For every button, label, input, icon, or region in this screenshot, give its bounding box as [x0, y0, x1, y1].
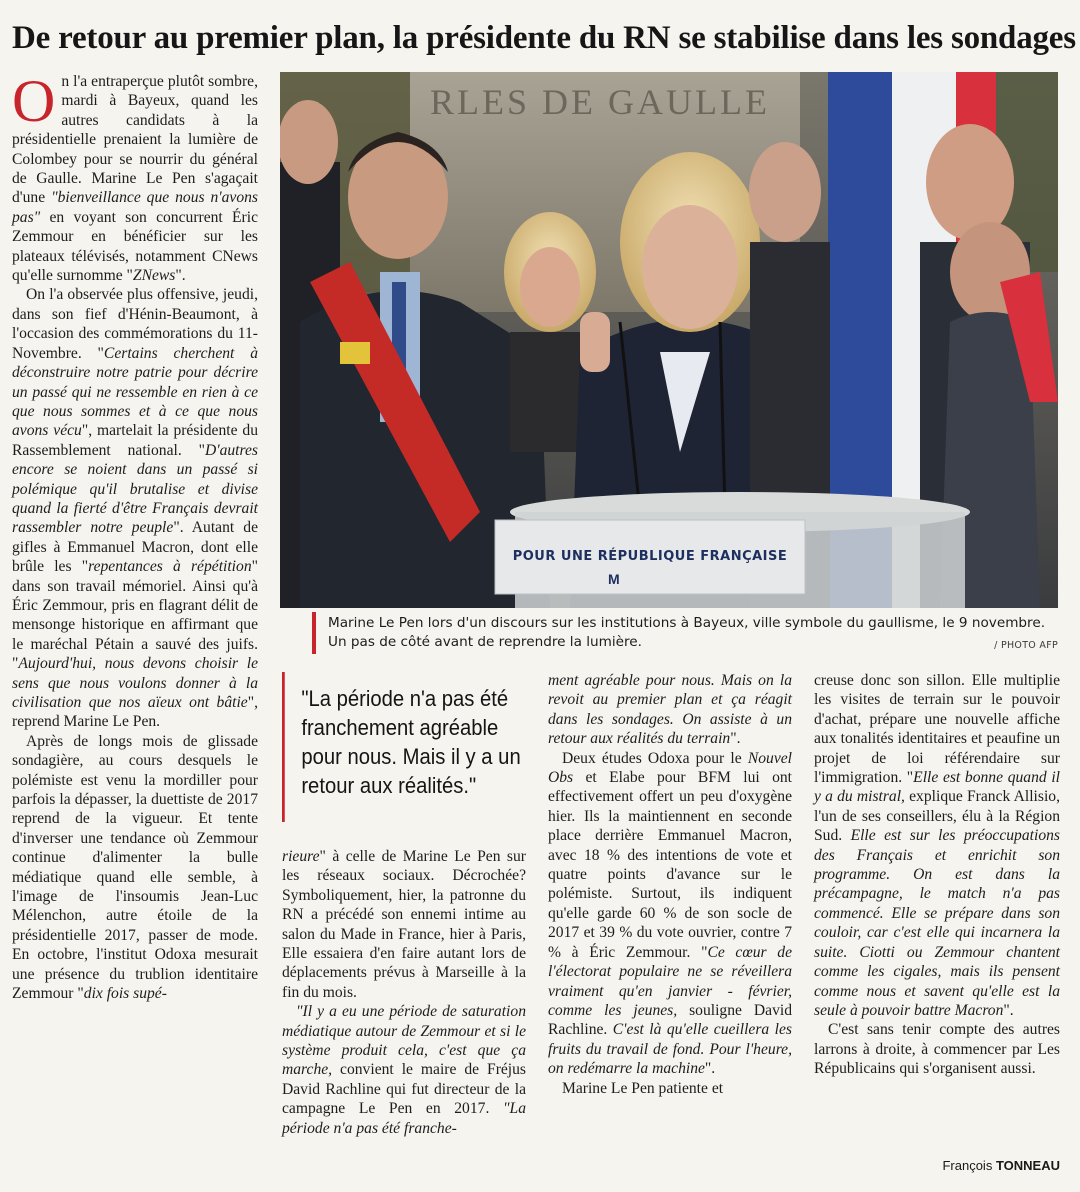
headline: De retour au premier plan, la présidente du RN se stabilise dans les sondages	[12, 20, 1076, 56]
byline: François TONNEAU	[942, 1158, 1060, 1173]
paragraph: Après de longs mois de glissade sondagière, au cours desquels le polémiste est venu la mordiller pour parfois la dépasser, la duettiste de 2017 reprend de la vigueur. Et tente d'inverser une tendance où Zemmour continue d'alimenter la bulle médiatique quand elle semble, à l'image de l'insoumis Jean-Luc Mélenchon, autre étoile de la présidentielle 2017, passer de mode. En octobre, l'institut Odoxa mesurait une présence du trublion identitaire Zemmour "dix fois supé-	[12, 732, 258, 1003]
paragraph: ment agréable pour nous. Mais on la revoit au premier plan et ça réagit dans les sondages. On assiste à un retour aux réalités du terrain".	[548, 672, 792, 748]
drop-cap: O	[12, 68, 56, 134]
monument-inscription: RLES DE GAULLE	[430, 82, 770, 122]
paragraph: On l'a entraperçue plutôt sombre, mardi à Bayeux, quand les autres candidats à la présidentielle prenaient la lumière de Colombey pour se nourrir du général de Gaulle. Marine Le Pen s'agaçait d'une "bienveillance que nous n'avons pas" en voyant son concurrent Éric Zemmour en bénéficier sur les plateaux télévisés, notamment CNews qu'elle surnomme "ZNews".	[12, 68, 258, 285]
article-photo	[280, 72, 1058, 608]
article-column-2	[282, 847, 526, 1138]
paragraph: "Il y a eu une période de saturation médiatique autour de Zemmour et si le système produit cela, c'est que ça marche, convient le maire de Fréjus David Rachline qui fut directeur de la campagne Le Pen en 2017. "La période n'a pas été franche-	[282, 1003, 526, 1137]
article-column-3	[548, 671, 792, 1098]
photo-credit: / PHOTO AFP	[994, 640, 1058, 651]
pull-quote: "La période n'a pas été franchement agréable pour nous. Mais il y a un retour aux réalités."	[282, 672, 536, 822]
paragraph: Deux études Odoxa pour le Nouvel Obs et Elabe pour BFM lui ont effectivement offert un peu d'oxygène hier. Ils la maintiennent en seconde place derrière Emmanuel Macron, avec 18 % des intentions de vote et quatre points d'avance sur le polémiste. Surtout, ils indiquent qu'elle garde 60 % de son socle de 2017 et 39 % du vote ouvrier, contre 7 % à Éric Zemmour. "Ce cœur de l'électorat populaire ne se réveillera vraiment qu'en janvier - février, comme les jeunes, souligne David Rachline. C'est là qu'elle cueillera les fruits du travail de fond. Pour l'heure, on redémarre la machine".	[548, 749, 792, 1078]
svg-text:M: M	[608, 571, 620, 587]
article-column-1	[12, 68, 259, 1004]
paragraph: Marine Le Pen patiente et	[562, 1079, 724, 1097]
podium-sign-text: POUR UNE RÉPUBLIQUE FRANÇAISE	[512, 549, 788, 564]
article-column-4	[814, 671, 1060, 1079]
paragraph: C'est sans tenir compte des autres larrons à droite, à commencer par Les Républicains qui s'organisent aussi.	[814, 1021, 1060, 1078]
photo-caption: Marine Le Pen lors d'un discours sur les institutions à Bayeux, ville symbole du gaullisme, le 9 novembre. Un pas de côté avant de reprendre la lumière.	[328, 615, 1046, 650]
paragraph: creuse donc son sillon. Elle multiplie les visites de terrain sur le pouvoir d'achat, prépare une nouvelle affiche aux tonalités identitaires et peaufine un projet de loi référendaire sur l'immigration. "Elle est bonne quand il y a du mistral, explique Franck Allisio, l'un de ses conseillers, élu à la Région Sud. Elle est sur les préoccupations des Français et enrichit son programme. On est dans la précampagne, le match n'a pas commencé. Elle se prépare dans son couloir, car c'est elle qui incarnera la suite. Ciotti ou Zemmour chantent comme les cigales, mais ils pensent comme nous et savent qu'elle est la seule à pouvoir battre Macron".	[814, 672, 1060, 1019]
paragraph: On l'a observée plus offensive, jeudi, dans son fief d'Hénin-Beaumont, à l'occasion des commémorations du 11-Novembre. "Certains cherchent à déconstruire notre patrie pour décrire un passé qui ne ressemble en rien à ce que nous sommes et à ce que nous avons vécu", martelait la présidente du Rassemblement national. "D'autres encore se noient dans un passé si polémique qu'il brutalise et divise quand la fierté d'être Français devrait rassembler notre peuple". Autant de gifles à Emmanuel Macron, dont elle brûle les "repentances à répétition" dans son travail mémoriel. Ainsi qu'à Éric Zemmour, pris en flagrant délit de mensonge historique en affirmant que le maréchal Pétain a sauvé des juifs. "Aujourd'hui, nous devons choisir le sens que nous voulons donner à la civilisation que nos aïeux ont bâtie", reprend Marine Le Pen.	[12, 286, 259, 731]
paragraph: rieure" à celle de Marine Le Pen sur les réseaux sociaux. Décrochée? Symboliquement, hier, la patronne du RN a précédé son ennemi intime au salon du Made in France, hier à Paris, Elle essaiera d'en faire autant lors de déplacements prévus à Marseille à la fin du mois.	[282, 848, 526, 1001]
